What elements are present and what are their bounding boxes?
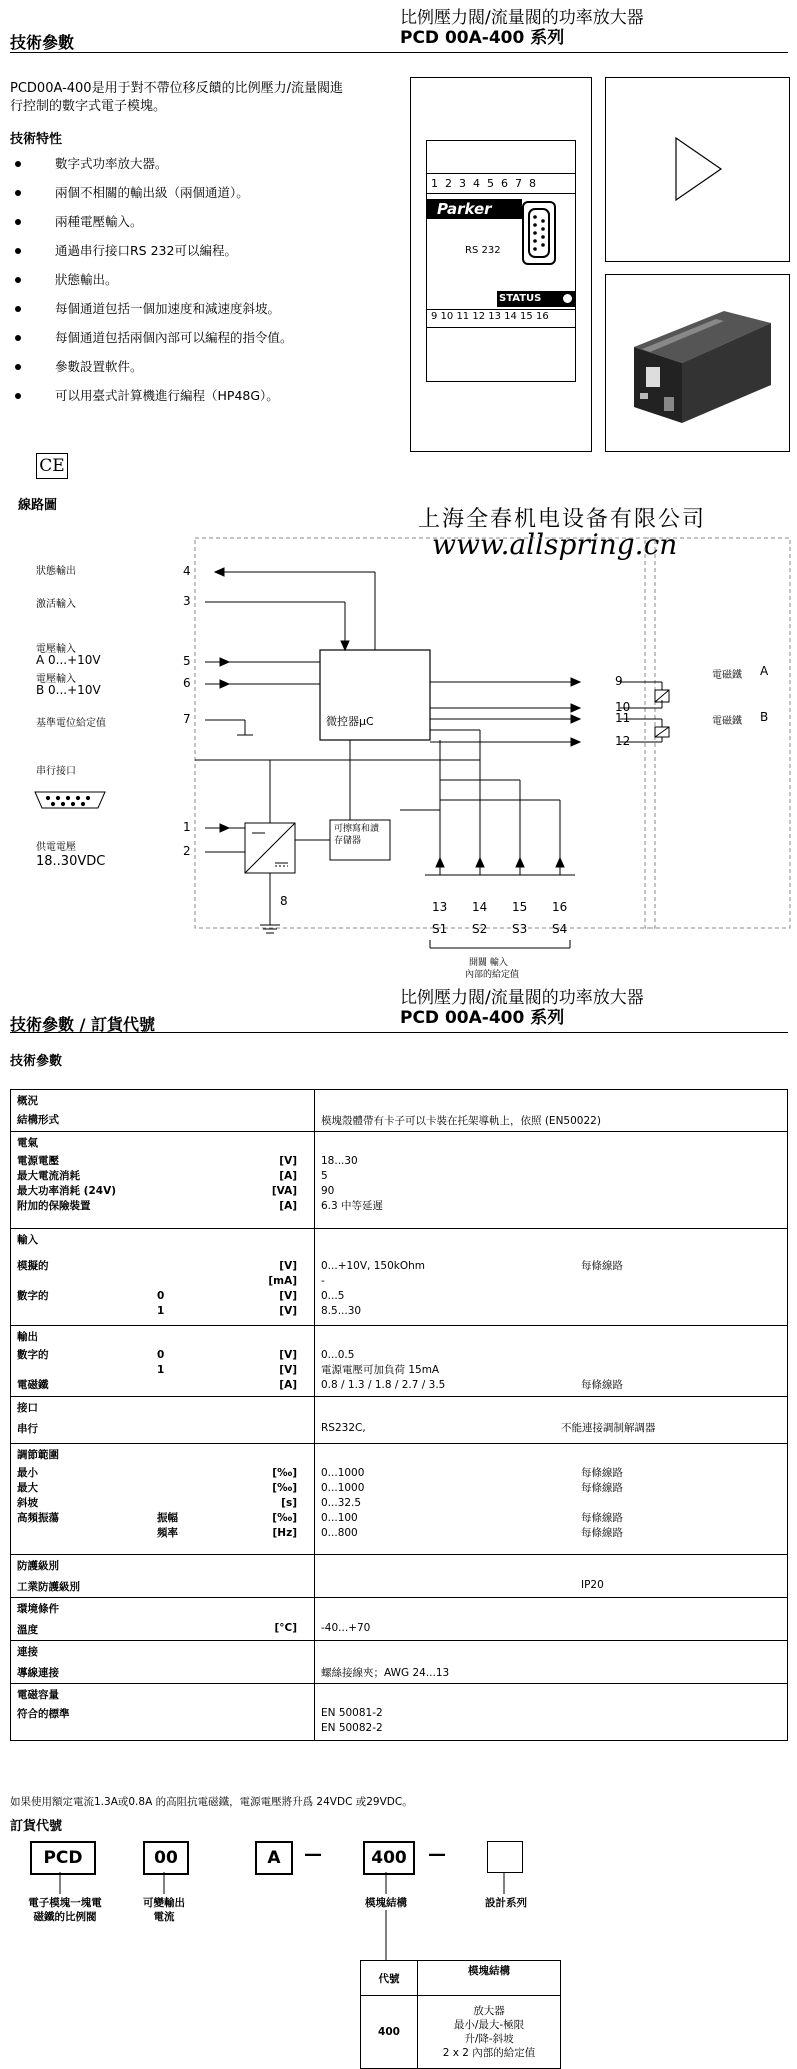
feature-item: 可以用臺式計算機進行編程（HP48G）。 <box>10 387 405 416</box>
spec-row-protection: 防護級別 工業防護級別 IP20 <box>11 1555 788 1598</box>
label-b: B <box>760 710 769 724</box>
pin-14: 14 <box>472 900 488 914</box>
elec-value-voltage: 18...30 <box>321 1155 358 1167</box>
label-solenoid-a: 電磁鐵 <box>712 670 742 681</box>
page2-title: 技術參數 / 訂貨代號 <box>10 1015 155 1034</box>
spec-row-emc: 電磁容量 符合的標準 EN 50081-2 EN 50082-2 <box>11 1684 788 1741</box>
pin-9: 9 <box>615 674 623 688</box>
footnote: 如果使用額定電流1.3A或0.8A 的高阻抗電磁鐵，電源電壓將升爲 24VDC 或29VDC。 <box>10 1796 413 1808</box>
features-title: 技術特性 <box>10 132 63 147</box>
amplifier-symbol-frame <box>605 77 790 262</box>
rs232-label: RS 232 <box>465 245 501 256</box>
order-code-title: 訂貨代號 <box>10 1819 63 1834</box>
pin-4: 4 <box>183 564 191 578</box>
intro-line-2: 行控制的數字式電子模塊。 <box>10 99 167 114</box>
pin-1: 1 <box>183 820 191 834</box>
label-supply-voltage: 供電電壓 <box>36 842 76 853</box>
feature-item: 每個通道包括兩個內部可以編程的指令值。 <box>10 329 405 358</box>
electrical-title: 電氣 <box>17 1137 38 1149</box>
elec-value-fuse: 6.3 中等延遲 <box>321 1200 384 1212</box>
spec-row-connection: 連接 導線連接 螺絲接線夾；AWG 24...13 <box>11 1641 788 1684</box>
terminals-top: 1 2 3 4 5 6 7 8 <box>431 177 536 190</box>
feature-item: 通過串行接口RS 232可以編程。 <box>10 242 405 271</box>
spec-table <box>10 1089 788 1741</box>
page2-product-title <box>400 988 644 1028</box>
feature-item: 參數設置軟件。 <box>10 358 405 387</box>
amplifier-triangle-icon <box>606 78 789 261</box>
label-switch-input: 開關 輸入 <box>469 958 508 968</box>
feature-item: 狀態輸出。 <box>10 271 405 300</box>
page2-header-rule <box>10 1032 788 1033</box>
label-enable-input: 激活輸入 <box>36 599 76 610</box>
code-box-pcd: PCD <box>30 1841 96 1875</box>
switch-s3: S3 <box>512 922 528 936</box>
pin-8: 8 <box>280 894 288 908</box>
page2-product-title-line2: PCD 00A-400 系列 <box>400 1008 565 1028</box>
label-a: A <box>760 664 769 678</box>
pin-15: 15 <box>512 900 528 914</box>
code-dash-1: — <box>304 1844 322 1865</box>
code-dash-2: — <box>428 1844 446 1865</box>
code-label-pcd: 電子模塊一塊電 磁鐵的比例閥 <box>28 1897 102 1923</box>
pin-16: 16 <box>552 900 568 914</box>
status-label: STATUS <box>497 291 575 307</box>
pin-6: 6 <box>183 676 191 690</box>
feature-item: 兩種電壓輸入。 <box>10 213 405 242</box>
pin-10: 10 <box>615 700 631 714</box>
label-b-range: B 0...+10V <box>36 683 101 697</box>
device-photo-frame <box>605 274 790 452</box>
intro-text <box>10 80 400 116</box>
code-table <box>360 1960 561 2069</box>
pin-3: 3 <box>183 594 191 608</box>
feature-list <box>10 155 405 416</box>
general-label: 結構形式 <box>17 1114 59 1126</box>
spec-section-title: 技術參數 <box>10 1054 63 1069</box>
feature-item: 兩個不相關的輸出級（兩個通道）。 <box>10 184 405 213</box>
watermark-company: 上海全春机电设备有限公司 <box>418 507 707 532</box>
feature-item: 數字式功率放大器。 <box>10 155 405 184</box>
label-internal-setpoint: 內部的給定值 <box>465 970 520 980</box>
page-title: 技術參數 <box>10 33 75 52</box>
circuit-title: 線路圖 <box>18 498 58 513</box>
code-box-00: 00 <box>143 1841 189 1875</box>
switch-s1: S1 <box>432 922 448 936</box>
label-eeprom-line1: 可擦寫和讀 <box>334 824 380 834</box>
label-solenoid-b: 電磁鐵 <box>712 716 742 727</box>
code-box-400: 400 <box>363 1841 415 1875</box>
elec-value-power: 90 <box>321 1185 335 1197</box>
label-eeprom-line2: 存儲器 <box>334 836 362 846</box>
elec-value-current: 5 <box>321 1170 328 1182</box>
pin-11: 11 <box>615 711 631 725</box>
feature-item: 每個通道包括一個加速度和減速度斜坡。 <box>10 300 405 329</box>
label-supply-range: 18..30VDC <box>36 854 106 869</box>
spec-row-general <box>11 1090 788 1132</box>
brand-logo: Parker <box>427 199 522 219</box>
code-label-400: 模塊結構 <box>365 1897 407 1909</box>
label-mcu: 微控器µC <box>326 715 374 728</box>
circuit-diagram <box>0 520 797 990</box>
spec-row-interface: 接口 串行 RS232C, 不能連接調制解調器 <box>11 1397 788 1444</box>
label-voltage-input-a: 電壓輸入 <box>36 644 76 655</box>
label-serial-interface: 串行接口 <box>36 766 76 777</box>
spec-row-output: 輸出 數字的 0 [V] 1 [V] 電磁鐵 [A] 0...0.5 電源電壓可加負荷 15mA 0.8 / 1.3 / 1.8 / 2.7 / 3.5 每條線路 <box>11 1326 788 1397</box>
label-reference-potential: 基準電位給定值 <box>36 718 106 729</box>
code-label-series: 設計系列 <box>485 1897 527 1909</box>
general-value: 模塊殼體帶有卡子可以卡裝在托架導軌上，依照 (EN50022) <box>321 1115 601 1127</box>
page2-product-title-line1: 比例壓力閥/流量閥的功率放大器 <box>400 988 644 1008</box>
general-title: 概況 <box>17 1095 38 1107</box>
label-a-range: A 0...+10V <box>36 653 101 667</box>
watermark-url: www.allspring.cn <box>432 528 678 561</box>
pin-5: 5 <box>183 654 191 668</box>
code-box-series <box>487 1841 523 1873</box>
pin-12: 12 <box>615 734 631 748</box>
ce-mark-icon: CE <box>36 453 68 479</box>
code-table-code: 400 <box>361 1996 418 2069</box>
switch-s4: S4 <box>552 922 568 936</box>
intro-line-1: PCD00A-400是用于對不帶位移反饋的比例壓力/流量閥進 <box>10 81 343 96</box>
db9-connector-icon <box>522 201 556 265</box>
code-table-header-code: 代號 <box>361 1961 418 1996</box>
product-title-line2: PCD 00A-400 系列 <box>400 28 565 48</box>
spec-row-adjust: 調節範圍 最小 [‰] 最大 [‰] 斜坡 [s] 高頻振蕩 振幅 [‰] 頻率 [Hz] 0...1000 每條線路 0...1000 每條線路 0...32.5 0...100 每條線路 0...800 每條線路 <box>11 1444 788 1555</box>
pin-13: 13 <box>432 900 448 914</box>
device-photo-icon <box>606 275 789 451</box>
switch-s2: S2 <box>472 922 488 936</box>
code-table-header-structure: 模塊結構 <box>418 1961 561 1996</box>
spec-row-electrical: 電氣 電源電壓 [V] 最大電流消耗 [A] 最大功率消耗 (24V) [VA] 附加的保險裝置 [A] 18...30 5 90 6.3 中等延遲 <box>11 1132 788 1229</box>
label-eeprom <box>334 823 379 847</box>
status-led-icon <box>563 294 572 303</box>
terminals-bottom: 9 10 11 12 13 14 15 16 <box>431 311 549 322</box>
code-label-00: 可變輸出 電流 <box>143 1897 185 1923</box>
header-rule <box>10 52 788 53</box>
spec-row-input: 輸入 模擬的 [V] [mA] 數字的 0 [V] 1 [V] 0...+10V, 150kOhm 每條線路 - 0...5 8.5...30 <box>11 1229 788 1326</box>
code-box-a: A <box>255 1841 293 1875</box>
pin-2: 2 <box>183 844 191 858</box>
pin-7: 7 <box>183 712 191 726</box>
product-title-line1: 比例壓力閥/流量閥的功率放大器 <box>400 8 644 28</box>
label-status-output: 狀態輸出 <box>36 566 76 577</box>
label-voltage-input-b: 電壓輸入 <box>36 674 76 685</box>
product-title <box>400 8 644 48</box>
spec-row-environment: 環境條件 溫度 [°C] -40...+70 <box>11 1598 788 1641</box>
device-front-panel <box>426 140 576 382</box>
code-table-description: 放大器 最小/最大-極限 升/降-斜坡 2 x 2 內部的給定值 <box>418 1996 561 2069</box>
